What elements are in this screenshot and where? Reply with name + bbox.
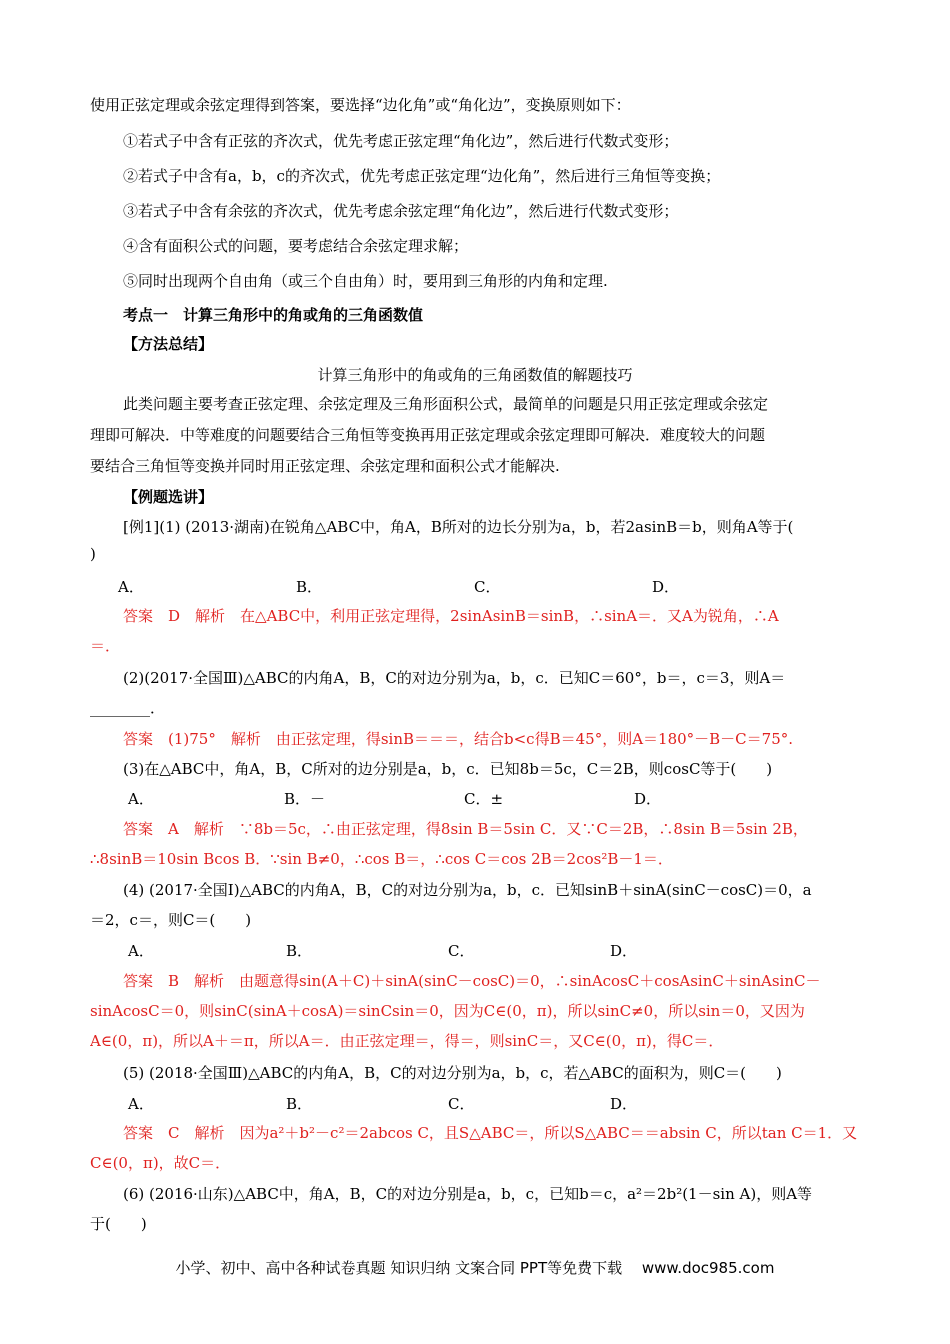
option-b: B．－	[284, 790, 326, 808]
method-body-3: 要结合三角恒等变换并同时用正弦定理、余弦定理和面积公式才能解决.	[90, 457, 560, 475]
option-d: D．	[652, 578, 680, 596]
option-a: A．	[128, 1095, 154, 1113]
method-body-1: 此类问题主要考查正弦定理、余弦定理及三角形面积公式，最简单的问题是只用正弦定理或余弦定	[123, 395, 769, 413]
problem-1-stem: [例1](1) (2013·湖南)在锐角△ABC中，角A，B所对的边长分别为a，b，若2asinB＝b，则角A等于(	[123, 518, 794, 536]
rule-5: ⑤同时出现两个自由角（或三个自由角）时，要用到三角形的内角和定理.	[123, 272, 608, 290]
problem-4-answer-cont: sinAcosC＝0，则sinC(sinA＋cosA)＝sinCsin＝0，因为C∈(0，π)，所以sinC≠0，所以sin＝0，又因为	[90, 1002, 805, 1020]
problem-5-stem: (5) (2018·全国Ⅲ)△ABC的内角A，B，C的对边分别为a，b，c，若△ABC的面积为，则C＝( )	[123, 1064, 782, 1082]
rule-2: ②若式子中含有a，b，c的齐次式，优先考虑正弦定理“边化角”，然后进行三角恒等变换；	[123, 167, 721, 185]
option-b: B．	[286, 942, 313, 960]
option-b: B．	[296, 578, 323, 596]
option-d: D．	[610, 942, 638, 960]
problem-2-answer: 答案 (1)75° 解析 由正弦定理，得sinB＝＝＝，结合b<c得B＝45°，则A＝180°－B－C＝75°.	[123, 730, 794, 748]
problem-1-answer: 答案 D 解析 在△ABC中，利用正弦定理得，2sinAsinB＝sinB，∴sinA＝．又A为锐角，∴A	[123, 607, 779, 625]
method-title: 计算三角形中的角或角的三角函数值的解题技巧	[317, 366, 633, 384]
option-c: C．	[474, 578, 501, 596]
option-c: C．	[448, 942, 475, 960]
problem-1-answer-cont: ＝．	[90, 637, 121, 655]
problem-2-stem: (2)(2017·全国Ⅲ)△ABC的内角A，B，C的对边分别为a，b，c．已知C＝60°，b＝，c＝3，则A＝	[123, 669, 786, 687]
option-a: A．	[128, 790, 154, 808]
option-d: D．	[610, 1095, 638, 1113]
problem-3-stem: (3)在△ABC中，角A，B，C所对的边分别是a，b，c．已知8b＝5c，C＝2B，则cosC等于( )	[123, 760, 773, 778]
problem-6-stem-cont: 于( )	[90, 1215, 147, 1233]
rule-4: ④含有面积公式的问题，要考虑结合余弦定理求解；	[123, 237, 469, 255]
problem-5-answer-cont: C∈(0，π)，故C＝．	[90, 1154, 231, 1172]
problem-3-answer-cont: ∴8sinB＝10sin Bcos B．∵sin B≠0，∴cos B＝，∴cos C＝cos 2B＝2cos²B－1＝．	[90, 850, 673, 868]
option-a: A．	[118, 578, 144, 596]
problem-3-answer: 答案 A 解析 ∵8b＝5c，∴由正弦定理，得8sin B＝5sin C．又∵C＝2B，∴8sin B＝5sin 2B，	[123, 820, 808, 838]
rule-1: ①若式子中含有正弦的齐次式，优先考虑正弦定理“角化边”，然后进行代数式变形；	[123, 132, 679, 150]
option-d: D．	[634, 790, 662, 808]
problem-6-stem: (6) (2016·山东)△ABC中，角A，B，C的对边分别是a，b，c，已知b＝c，a²＝2b²(1－sin A)，则A等	[123, 1185, 813, 1203]
method-heading: 【方法总结】	[123, 335, 214, 353]
problem-4-answer-end: A∈(0，π)，所以A＋＝π，所以A＝．由正弦定理＝，得＝，则sinC＝，又C∈(0，π)，得C＝．	[90, 1032, 724, 1050]
problem-1-stem-end: )	[90, 545, 96, 563]
rule-3: ③若式子中含有余弦的齐次式，优先考虑余弦定理“角化边”，然后进行代数式变形；	[123, 202, 679, 220]
example-heading: 【例题选讲】	[123, 488, 214, 506]
option-c: C．±	[464, 790, 504, 808]
option-a: A．	[128, 942, 154, 960]
problem-4-answer: 答案 B 解析 由题意得sin(A＋C)＋sinA(sinC－cosC)＝0，∴sinAcosC＋cosAsinC＋sinAsinC－	[123, 972, 821, 990]
method-body-2: 理即可解决．中等难度的问题要结合三角恒等变换再用正弦定理或余弦定理即可解决．难度较大的问题	[90, 426, 766, 444]
section-title: 考点一 计算三角形中的角或角的三角函数值	[123, 306, 424, 324]
option-b: B．	[286, 1095, 313, 1113]
intro-lead: 使用正弦定理或余弦定理得到答案，要选择“边化角”或“角化边”，变换原则如下：	[90, 96, 631, 114]
problem-5-answer: 答案 C 解析 因为a²＋b²－c²＝2abcos C，且S△ABC＝，所以S△ABC＝＝absin C，所以tan C＝1．又	[123, 1124, 858, 1142]
problem-2-blank: ________．	[90, 699, 166, 717]
problem-4-stem-cont: ＝2，c＝，则C＝( )	[90, 911, 252, 929]
problem-4-stem: (4) (2017·全国Ⅰ)△ABC的内角A，B，C的对边分别为a，b，c．已知sinB＋sinA(sinC－cosC)＝0，a	[123, 881, 812, 899]
option-c: C．	[448, 1095, 475, 1113]
page-footer: 小学、初中、高中各种试卷真题 知识归纳 文案合同 PPT等免费下载 www.doc985.com	[175, 1259, 775, 1277]
